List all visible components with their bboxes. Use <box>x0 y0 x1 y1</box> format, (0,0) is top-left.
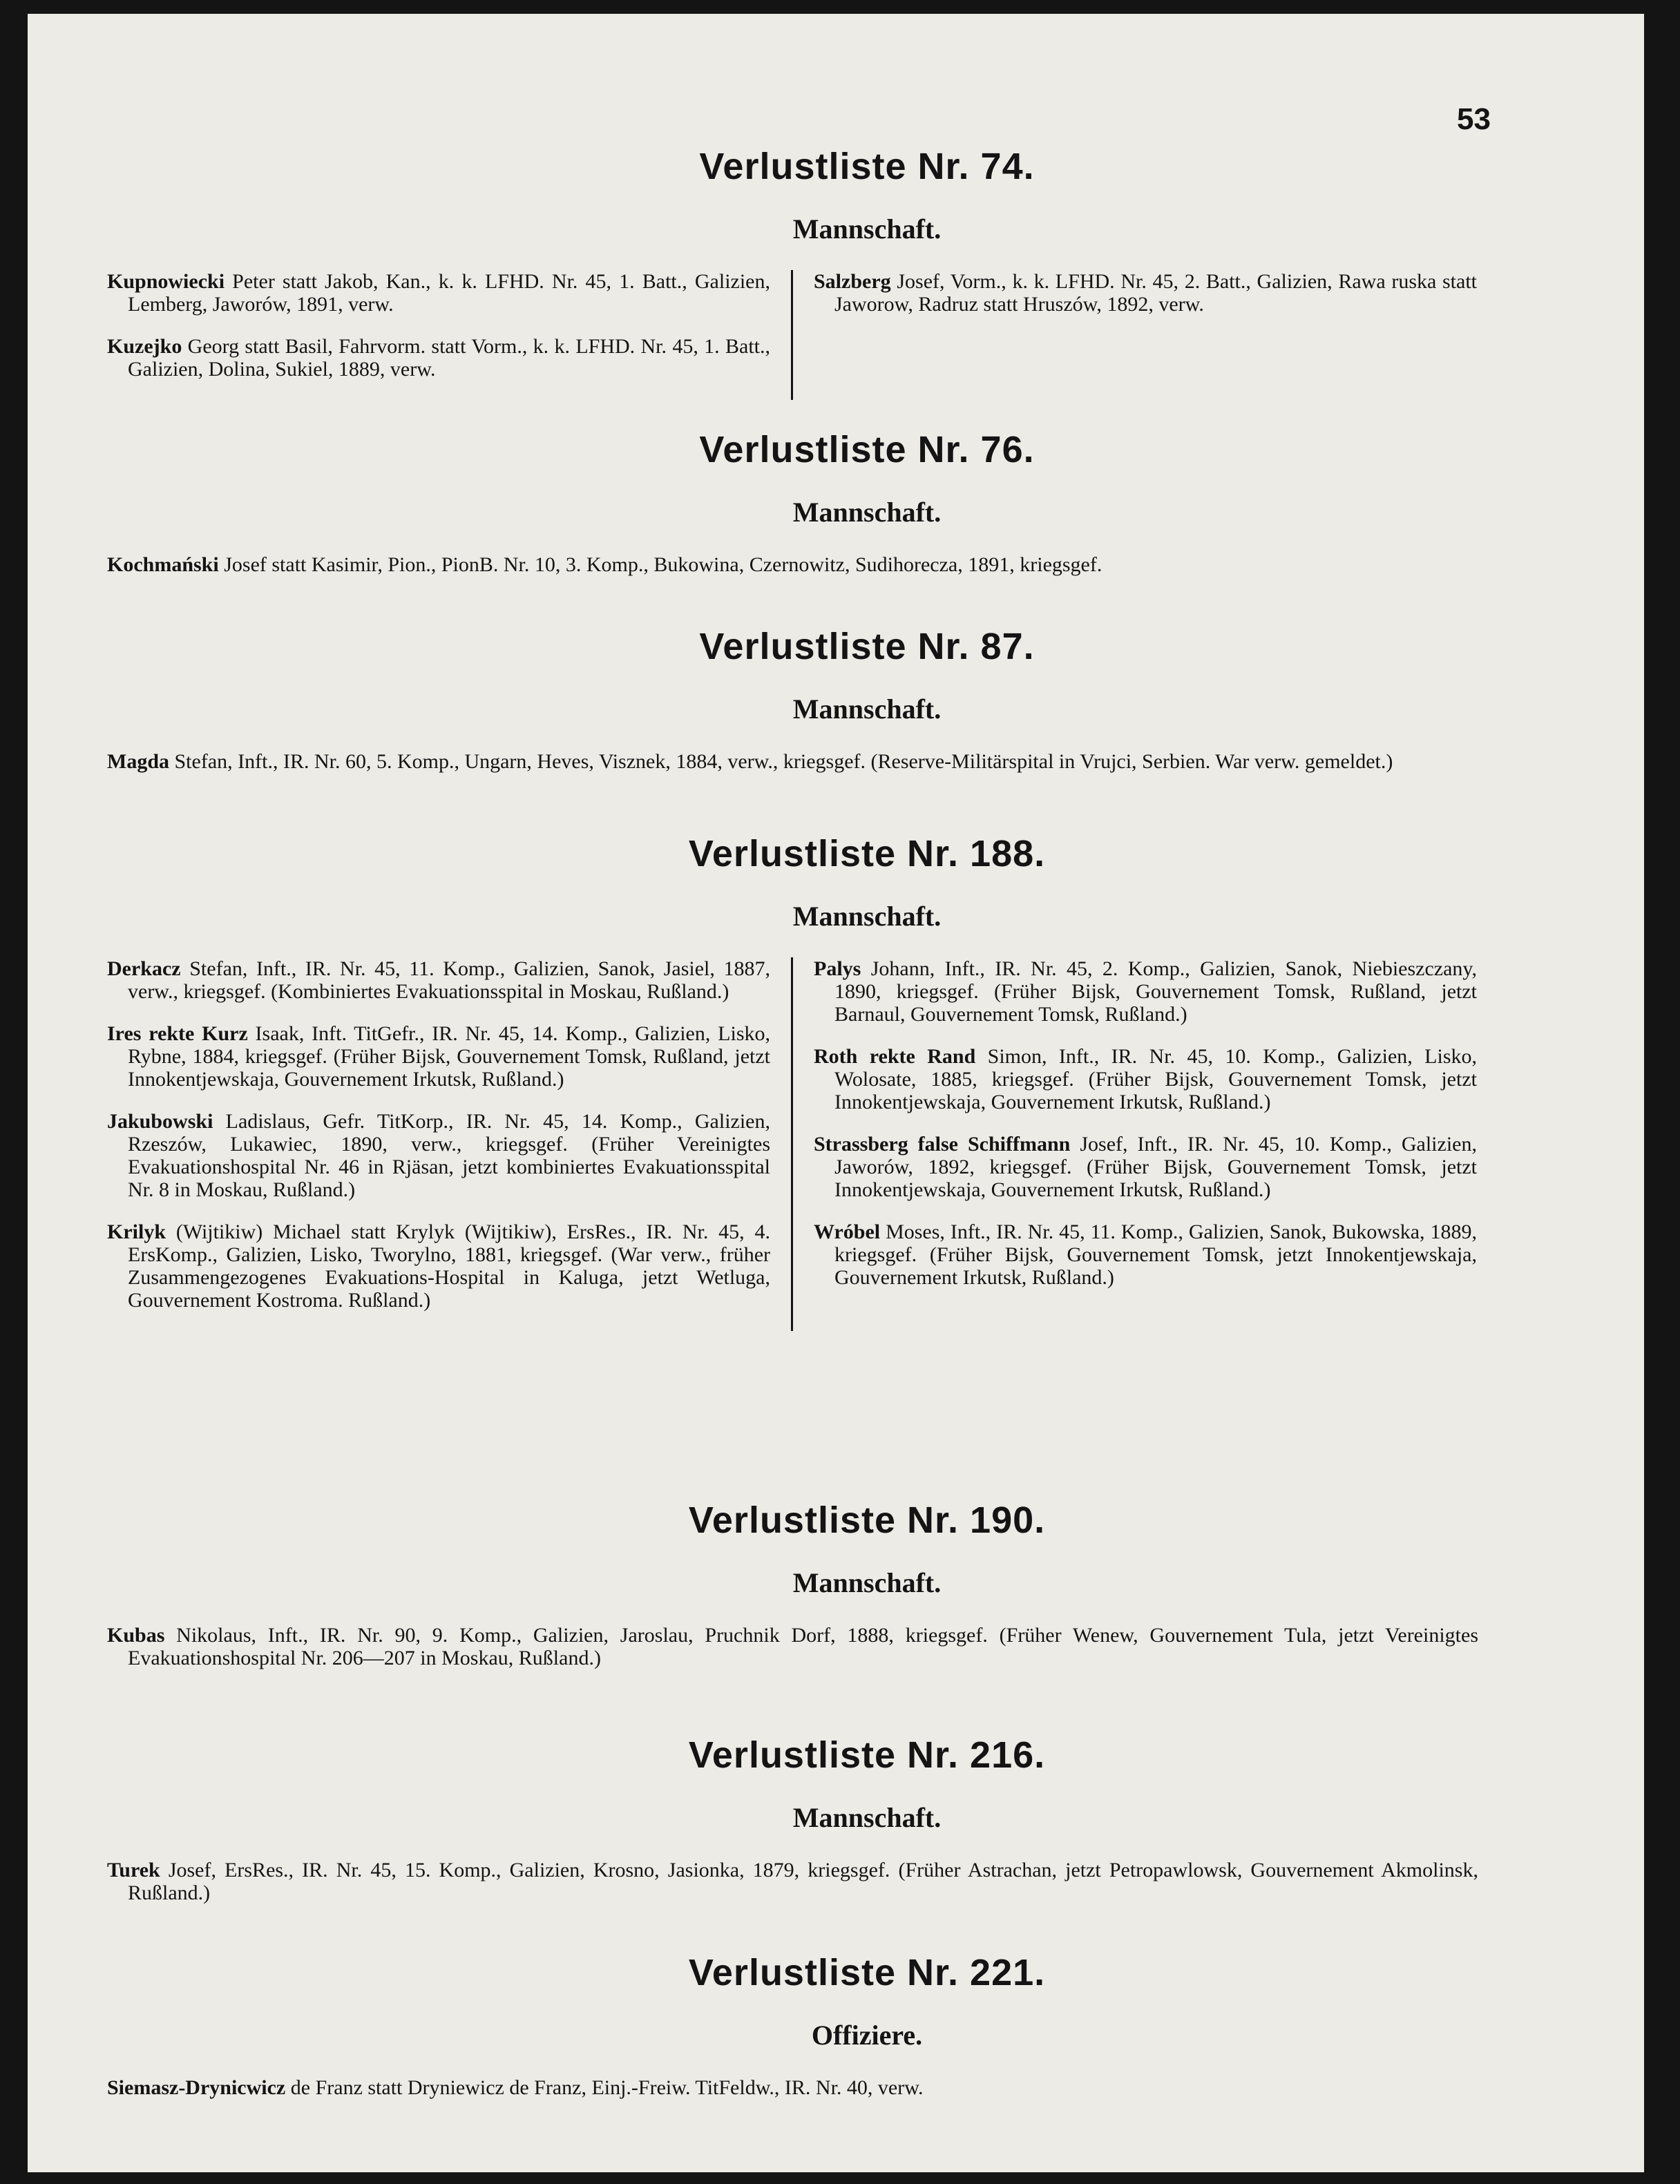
page-number: 53 <box>1457 102 1491 136</box>
entry-name: Kubas <box>107 1624 165 1647</box>
entry-name: Kuzejko <box>107 335 182 358</box>
entry-text: Isaak, Inft. TitGefr., IR. Nr. 45, 14. Komp., Galizien, Lisko, Rybne, 1884, kriegsgef. (Früher Bijsk, Gouvernement Tomsk, Rußland, jetzt Innokentjewskaja, Gouvernement Irkutsk, Rußland.) <box>128 1022 770 1091</box>
single-entry-block <box>107 553 1478 576</box>
entry-text: Nikolaus, Inft., IR. Nr. 90, 9. Komp., Galizien, Jaroslau, Pruchnik Dorf, 1888, kriegsgef. (Früher Wenew, Gouvernement Tula, jetzt Vereinigtes Evakuationshospital Nr. 206—207 in Moskau, Rußland.) <box>128 1624 1478 1669</box>
list-entry <box>814 957 1477 1026</box>
list-entry <box>107 553 1478 576</box>
list-entry <box>107 1110 770 1201</box>
entry-text: Josef, Vorm., k. k. LFHD. Nr. 45, 2. Batt., Galizien, Rawa ruska statt Jaworow, Radruz statt Hruszów, 1892, verw. <box>834 270 1477 316</box>
section-verlustliste-216 <box>28 1734 1644 1904</box>
entry-text: Stefan, Inft., IR. Nr. 60, 5. Komp., Ungarn, Heves, Visznek, 1884, verw., kriegsgef. (Reserve-Militärspital in Vrujci, Serbien. War verw. gemeldet.) <box>169 750 1393 773</box>
entry-name: Turek <box>107 1859 160 1881</box>
single-entry-block <box>107 2076 1478 2099</box>
entry-name: Magda <box>107 750 169 773</box>
entry-name: Jakubowski <box>107 1110 213 1133</box>
list-entry <box>107 750 1478 773</box>
entry-name: Kochmański <box>107 553 219 576</box>
list-entry <box>814 1220 1477 1289</box>
section-verlustliste-87 <box>28 625 1644 773</box>
entry-text: Johann, Inft., IR. Nr. 45, 2. Komp., Galizien, Sanok, Niebieszczany, 1890, kriegsgef. (Früher Bijsk, Gouvernement Tomsk, Rußland, jetzt Barnaul, Gouvernement Tomsk, Rußland.) <box>834 957 1477 1026</box>
right-column <box>791 270 1477 400</box>
entry-text: Simon, Inft., IR. Nr. 45, 10. Komp., Galizien, Lisko, Wolosate, 1885, kriegsgef. (Früher Bijsk, Gouvernement Tomsk, jetzt Innokentjewskaja, Gouvernement Irkutsk, Rußland.) <box>834 1045 1478 1113</box>
list-entry <box>107 957 770 1003</box>
section-heading: Verlustliste Nr. 221. <box>688 1952 1046 1993</box>
section-verlustliste-190 <box>28 1499 1644 1669</box>
section-verlustliste-76 <box>28 428 1644 576</box>
entry-text: de Franz statt Dryniewicz de Franz, Einj.-Freiw. TitFeldw., IR. Nr. 40, verw. <box>285 2076 924 2099</box>
section-subheading: Mannschaft. <box>792 1567 942 1598</box>
list-entry <box>814 1045 1477 1113</box>
section-verlustliste-221 <box>28 1951 1644 2099</box>
list-entry <box>107 1022 770 1091</box>
left-column <box>107 957 791 1331</box>
document-page <box>28 14 1644 2172</box>
two-column-list <box>107 957 1478 1331</box>
section-heading: Verlustliste Nr. 74. <box>699 146 1035 187</box>
two-column-list <box>107 270 1478 400</box>
right-column <box>791 957 1477 1331</box>
section-verlustliste-188 <box>28 832 1644 1331</box>
entry-text: Josef, Inft., IR. Nr. 45, 10. Komp., Galizien, Jaworów, 1892, kriegsgef. (Früher Bijsk, Gouvernement Tomsk, jetzt Innokentjewskaja, Gouvernement Irkutsk, Rußland.) <box>834 1133 1477 1201</box>
list-entry <box>107 335 770 381</box>
section-heading: Verlustliste Nr. 87. <box>699 626 1035 667</box>
entry-text: Georg statt Basil, Fahrvorm. statt Vorm., k. k. LFHD. Nr. 45, 1. Batt., Galizien, Dolina, Sukiel, 1889, verw. <box>128 335 770 381</box>
list-entry <box>107 270 770 316</box>
entry-name: Palys <box>814 957 861 980</box>
section-heading: Verlustliste Nr. 188. <box>688 833 1046 874</box>
entry-text: Peter statt Jakob, Kan., k. k. LFHD. Nr. 45, 1. Batt., Galizien, Lemberg, Jaworów, 1891, verw. <box>128 270 770 316</box>
section-heading: Verlustliste Nr. 216. <box>688 1734 1046 1776</box>
list-entry <box>814 270 1477 316</box>
entry-text: Moses, Inft., IR. Nr. 45, 11. Komp., Galizien, Sanok, Bukowska, 1889, kriegsgef. (Früher Bijsk, Gouvernement Tomsk, jetzt Innokentjewskaja, Gouvernement Irkutsk, Rußland.) <box>834 1220 1477 1289</box>
entry-name: Wróbel <box>814 1220 881 1243</box>
entry-text: Stefan, Inft., IR. Nr. 45, 11. Komp., Galizien, Sanok, Jasiel, 1887, verw., kriegsgef. (Kombiniertes Evakuationsspital in Moskau, Rußland.) <box>128 957 770 1003</box>
section-heading: Verlustliste Nr. 190. <box>688 1500 1046 1541</box>
left-column <box>107 270 791 400</box>
entry-name: Salzberg <box>814 270 891 293</box>
section-subheading: Mannschaft. <box>792 497 942 528</box>
section-subheading: Mannschaft. <box>792 1802 942 1833</box>
list-entry <box>107 1859 1478 1904</box>
single-entry-block <box>107 750 1478 773</box>
section-subheading: Mannschaft. <box>792 901 942 932</box>
single-entry-block <box>107 1624 1478 1669</box>
single-entry-block <box>107 1859 1478 1904</box>
entry-name: Derkacz <box>107 957 181 980</box>
section-verlustliste-74 <box>28 145 1644 400</box>
list-entry <box>107 1220 770 1312</box>
entry-name: Strassberg false Schiffmann <box>814 1133 1071 1156</box>
entry-text: (Wijtikiw) Michael statt Krylyk (Wijtikiw), ErsRes., IR. Nr. 45, 4. ErsKomp., Galizien, Lisko, Tworylno, 1881, kriegsgef. (War verw., früher Zusammengezogenes Evakuations-Hospital in Kaluga, jetzt Wetluga, Gouvernement Kostroma. Rußland.) <box>128 1220 770 1312</box>
entry-name: Siemasz-Drynicwicz <box>107 2076 286 2099</box>
entry-text: Ladislaus, Gefr. TitKorp., IR. Nr. 45, 14. Komp., Galizien, Rzeszów, Lukawiec, 1890, verw., kriegsgef. (Früher Vereinigtes Evakuationshospital Nr. 46 in Rjäsan, jetzt kombiniertes Evakuationsspital Nr. 8 in Moskau, Rußland.) <box>128 1110 770 1201</box>
list-entry <box>814 1133 1477 1201</box>
entry-text: Josef statt Kasimir, Pion., PionB. Nr. 10, 3. Komp., Bukowina, Czernowitz, Sudihorecza, 1891, kriegsgef. <box>218 553 1102 576</box>
list-entry <box>107 1624 1478 1669</box>
section-subheading: Offiziere. <box>811 2020 923 2051</box>
section-subheading: Mannschaft. <box>792 213 942 245</box>
entry-text: Josef, ErsRes., IR. Nr. 45, 15. Komp., Galizien, Krosno, Jasionka, 1879, kriegsgef. (Früher Astrachan, jetzt Petropawlowsk, Gouvernement Akmolinsk, Rußland.) <box>128 1859 1478 1904</box>
entry-name: Kupnowiecki <box>107 270 225 293</box>
section-heading: Verlustliste Nr. 76. <box>699 429 1035 470</box>
list-entry <box>107 2076 1478 2099</box>
entry-name: Roth rekte Rand <box>814 1045 976 1068</box>
entry-name: Ires rekte Kurz <box>107 1022 248 1045</box>
entry-name: Krilyk <box>107 1220 166 1243</box>
section-subheading: Mannschaft. <box>792 693 942 725</box>
